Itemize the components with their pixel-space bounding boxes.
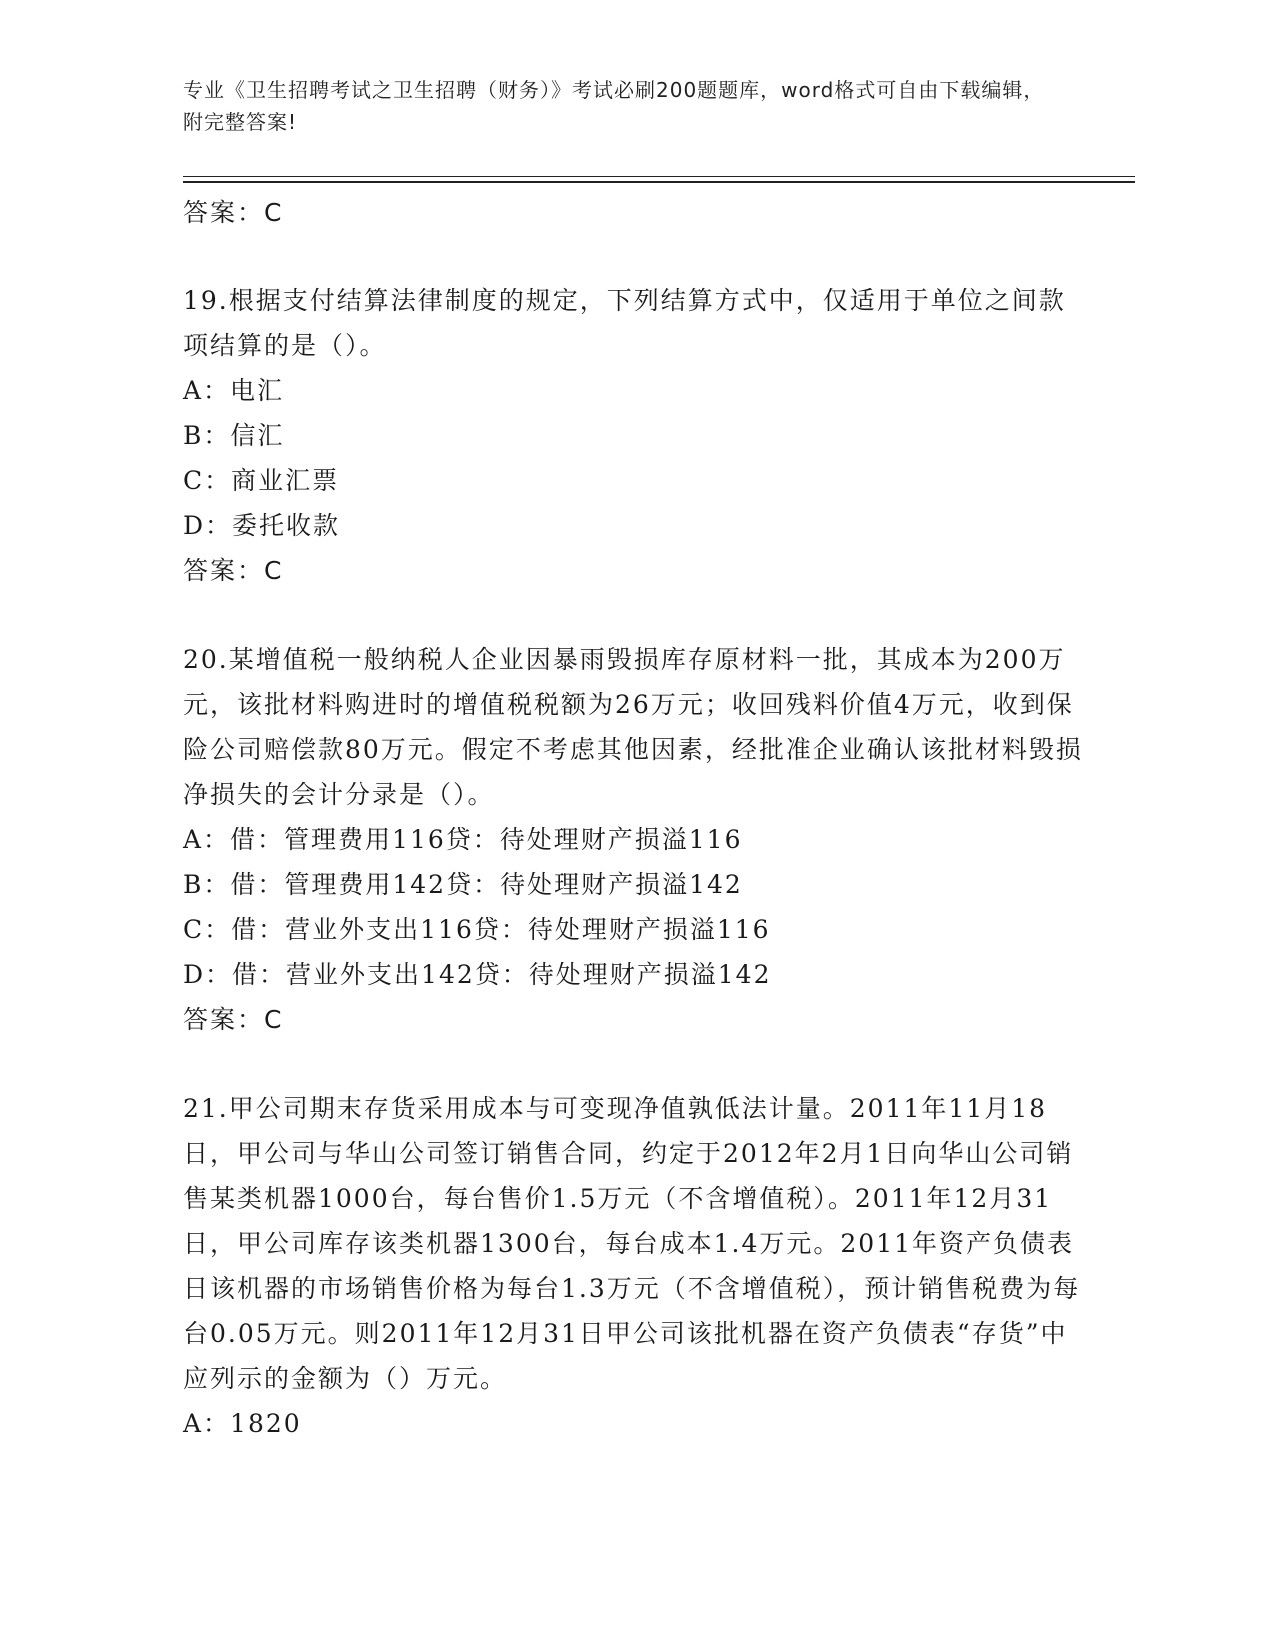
- question-19: [183, 278, 1083, 593]
- option-d: D：借：营业外支出142贷：待处理财产损溢142: [183, 960, 772, 989]
- question-20: [183, 637, 1083, 1042]
- question-stem: 19.根据支付结算法律制度的规定，下列结算方式中，仅适用于单位之间款项结算的是（）。: [183, 286, 1066, 360]
- header-divider-bottom: [183, 181, 1135, 183]
- option-c: C：借：营业外支出116贷：待处理财产损溢116: [183, 915, 771, 944]
- option-c: C：商业汇票: [183, 466, 340, 495]
- option-b: B：信汇: [183, 421, 285, 450]
- question-stem: 20.某增值税一般纳税人企业因暴雨毁损库存原材料一批，其成本为200万元，该批材料购进时的增值税税额为26万元；收回残料价值4万元，收到保险公司赔偿款80万元。假定不考虑其他因素，经批准企业确认该批材料毁损净损失的会计分录是（）。: [183, 645, 1083, 809]
- answer: 答案：C: [183, 1005, 284, 1034]
- previous-answer: 答案：C: [183, 198, 284, 227]
- option-a: A：电汇: [183, 376, 285, 405]
- option-b: B：借：管理费用142贷：待处理财产损溢142: [183, 870, 743, 899]
- question-stem: 21.甲公司期末存货采用成本与可变现净值孰低法计量。2011年11月18日，甲公司与华山公司签订销售合同，约定于2012年2月1日向华山公司销售某类机器1000台，每台售价1.5万元（不含增值税）。2011年12月31日，甲公司库存该类机器1300台，每台成本1.4万元。2011年资产负债表日该机器的市场销售价格为每台1.3万元（不含增值税），预计销售税费为每台0.05万元。则2011年12月31日甲公司该批机器在资产负债表“存货”中应列示的金额为（）万元。: [183, 1094, 1081, 1393]
- document-header: 专业《卫生招聘考试之卫生招聘（财务）》考试必刷200题题库，word格式可自由下载编辑，附完整答案!: [183, 78, 1045, 134]
- header-divider-top: [183, 176, 1135, 177]
- question-list: [183, 190, 1083, 1446]
- question-21: [183, 1086, 1083, 1446]
- answer: 答案：C: [183, 556, 284, 585]
- option-d: D：委托收款: [183, 511, 341, 540]
- option-a: A：借：管理费用116贷：待处理财产损溢116: [183, 825, 743, 854]
- option-a: A：1820: [183, 1409, 302, 1438]
